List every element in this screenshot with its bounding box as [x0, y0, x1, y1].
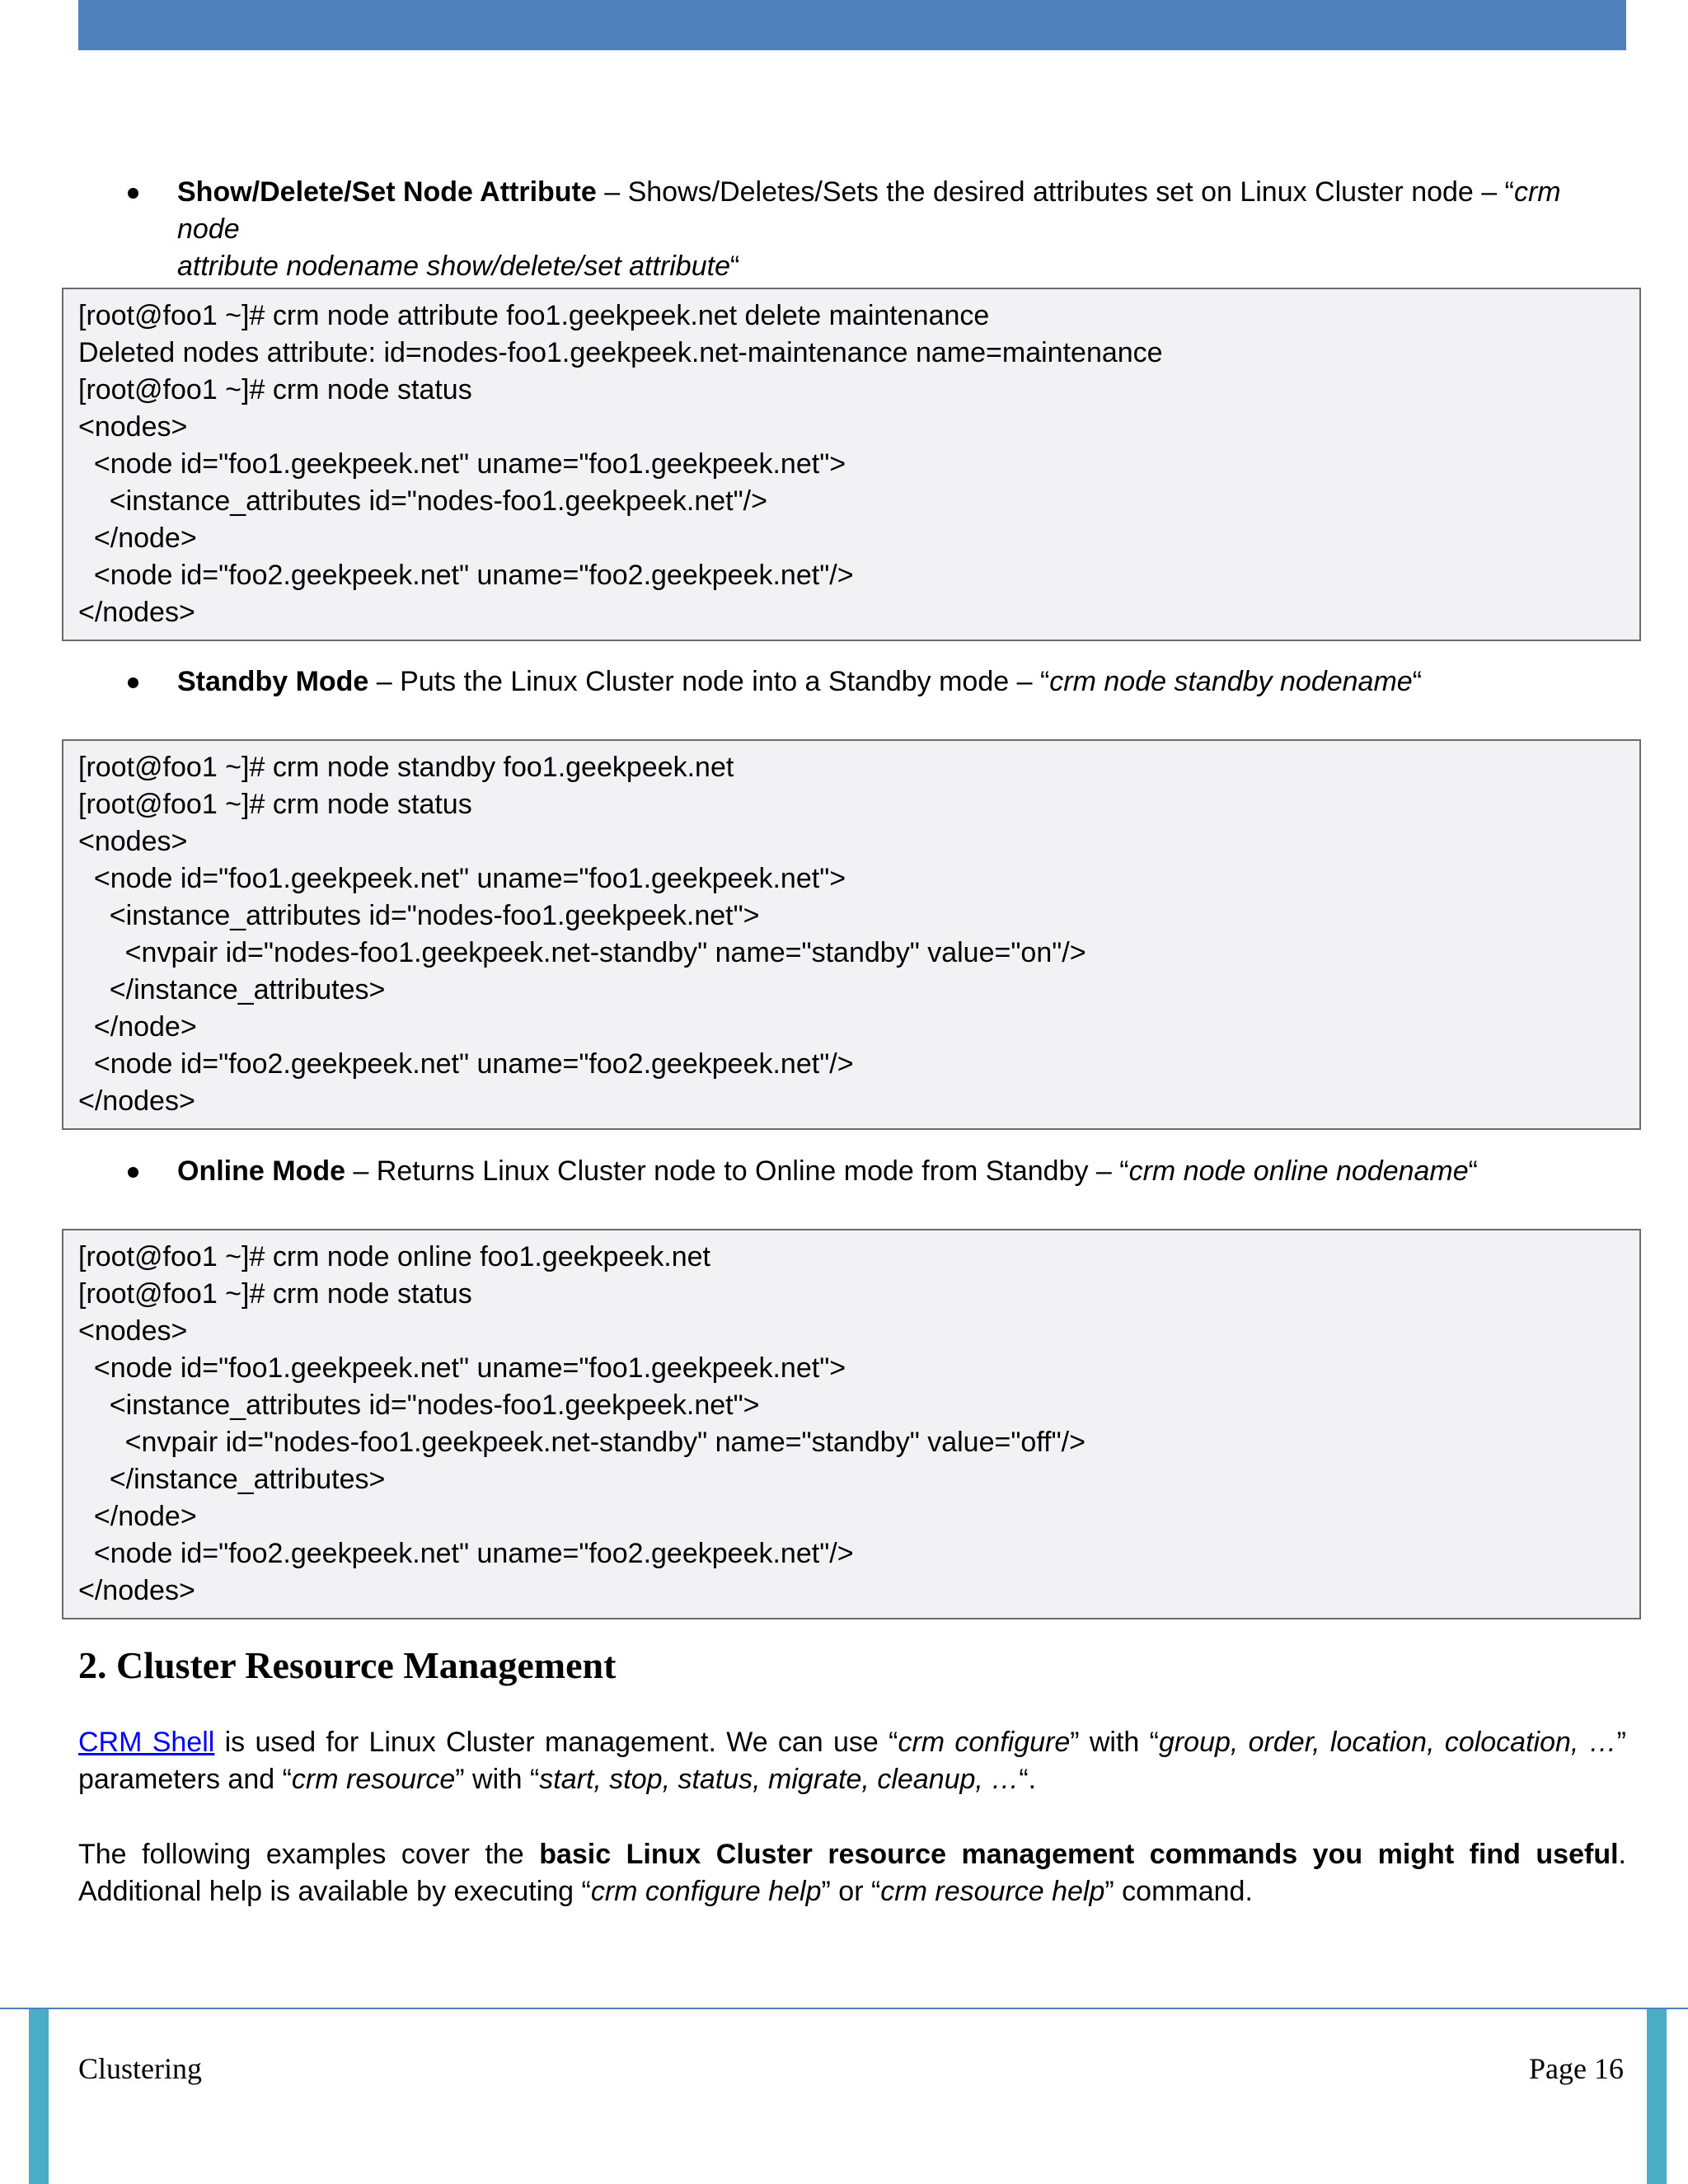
code-line: </nodes>	[78, 597, 195, 628]
bullet-title: Online Mode	[177, 1155, 345, 1187]
code-block-standby	[62, 739, 1641, 1130]
code-line: <nvpair id="nodes-foo1.geekpeek.net-standby" name="standby" value="off"/>	[78, 1427, 1085, 1458]
bullet-icon	[128, 1167, 138, 1178]
bullet-item-online-mode	[128, 1153, 1628, 1190]
code-line: </node>	[78, 1501, 197, 1532]
code-line: <nvpair id="nodes-foo1.geekpeek.net-standby" name="standby" value="on"/>	[78, 937, 1086, 968]
code-block-node-attribute	[62, 288, 1641, 641]
bullet-close-quote: “	[1468, 1155, 1478, 1187]
code-line: <node id="foo2.geekpeek.net" uname="foo2.geekpeek.net"/>	[78, 1538, 854, 1569]
bullet-title: Show/Delete/Set Node Attribute	[177, 176, 597, 208]
code-line: [root@foo1 ~]# crm node standby foo1.geekpeek.net	[78, 752, 734, 783]
bullet-close-quote: “	[730, 251, 740, 282]
code-line: <node id="foo1.geekpeek.net" uname="foo1.geekpeek.net">	[78, 863, 846, 894]
bullet-command: crm node	[177, 176, 1561, 245]
header-bar	[78, 0, 1626, 50]
bullet-description: – Puts the Linux Cluster node into a Standby mode – “	[368, 666, 1050, 697]
bullet-text	[177, 1153, 1628, 1190]
footer-left-stripe	[29, 2009, 49, 2184]
code-line: <node id="foo1.geekpeek.net" uname="foo1.geekpeek.net">	[78, 448, 846, 480]
code-line: <nodes>	[78, 826, 188, 857]
bullet-item-node-attribute	[128, 174, 1628, 285]
code-line: <node id="foo2.geekpeek.net" uname="foo2.geekpeek.net"/>	[78, 1048, 854, 1080]
code-line: <instance_attributes id="nodes-foo1.geekpeek.net"/>	[78, 485, 767, 517]
footer-divider	[0, 2008, 1688, 2009]
bullet-close-quote: “	[1412, 666, 1423, 697]
code-line: Deleted nodes attribute: id=nodes-foo1.geekpeek.net-maintenance name=maintenance	[78, 337, 1163, 368]
bullet-text	[177, 174, 1628, 285]
code-line: </nodes>	[78, 1575, 195, 1606]
code-line: </node>	[78, 1011, 197, 1043]
code-line: <node id="foo2.geekpeek.net" uname="foo2.geekpeek.net"/>	[78, 560, 854, 591]
footer-right-stripe	[1647, 2009, 1667, 2184]
code-line: </nodes>	[78, 1085, 195, 1117]
footer-title: Clustering	[78, 2052, 202, 2085]
code-line: </instance_attributes>	[78, 1464, 386, 1495]
bullet-command: crm node standby nodename	[1049, 666, 1413, 697]
code-line: <nodes>	[78, 411, 188, 443]
code-line: </node>	[78, 523, 197, 554]
paragraph-examples: The following examples cover the basic Linux Cluster resource management commands you might find useful. Additional help is available by executing “crm configure help” or “crm resource help” command.	[78, 1839, 1626, 1907]
bullet-icon	[128, 188, 138, 199]
code-line: <node id="foo1.geekpeek.net" uname="foo1.geekpeek.net">	[78, 1352, 846, 1384]
code-line: <instance_attributes id="nodes-foo1.geekpeek.net">	[78, 900, 760, 931]
bullet-description: – Returns Linux Cluster node to Online mode from Standby – “	[345, 1155, 1129, 1187]
section-heading: 2. Cluster Resource Management	[78, 1644, 617, 1686]
code-line: [root@foo1 ~]# crm node status	[78, 374, 472, 405]
code-line: [root@foo1 ~]# crm node status	[78, 789, 472, 820]
bullet-description: – Shows/Deletes/Sets the desired attributes set on Linux Cluster node – “	[596, 176, 1514, 208]
code-line: <instance_attributes id="nodes-foo1.geekpeek.net">	[78, 1390, 760, 1421]
footer-page-number: Page 16	[1529, 2052, 1624, 2085]
paragraph-crm-shell: CRM Shell is used for Linux Cluster management. We can use “crm configure” with “group, order, location, colocation, …” parameters and “crm resource” with “start, stop, status, migrate, cleanup, …“.	[78, 1727, 1626, 1795]
bullet-item-standby-mode	[128, 663, 1628, 701]
bullet-icon	[128, 677, 138, 688]
bullet-text	[177, 663, 1628, 701]
bullet-command-cont: attribute nodename show/delete/set attribute	[177, 251, 730, 282]
bullet-title: Standby Mode	[177, 666, 369, 697]
code-line: <nodes>	[78, 1315, 188, 1347]
code-block-online	[62, 1229, 1641, 1619]
code-line: </instance_attributes>	[78, 974, 386, 1005]
code-line: [root@foo1 ~]# crm node status	[78, 1278, 472, 1310]
code-line: [root@foo1 ~]# crm node attribute foo1.geekpeek.net delete maintenance	[78, 300, 990, 331]
code-line: [root@foo1 ~]# crm node online foo1.geekpeek.net	[78, 1241, 710, 1272]
crm-shell-link[interactable]: CRM Shell	[78, 1727, 215, 1758]
bullet-command: crm node online nodename	[1128, 1155, 1469, 1187]
